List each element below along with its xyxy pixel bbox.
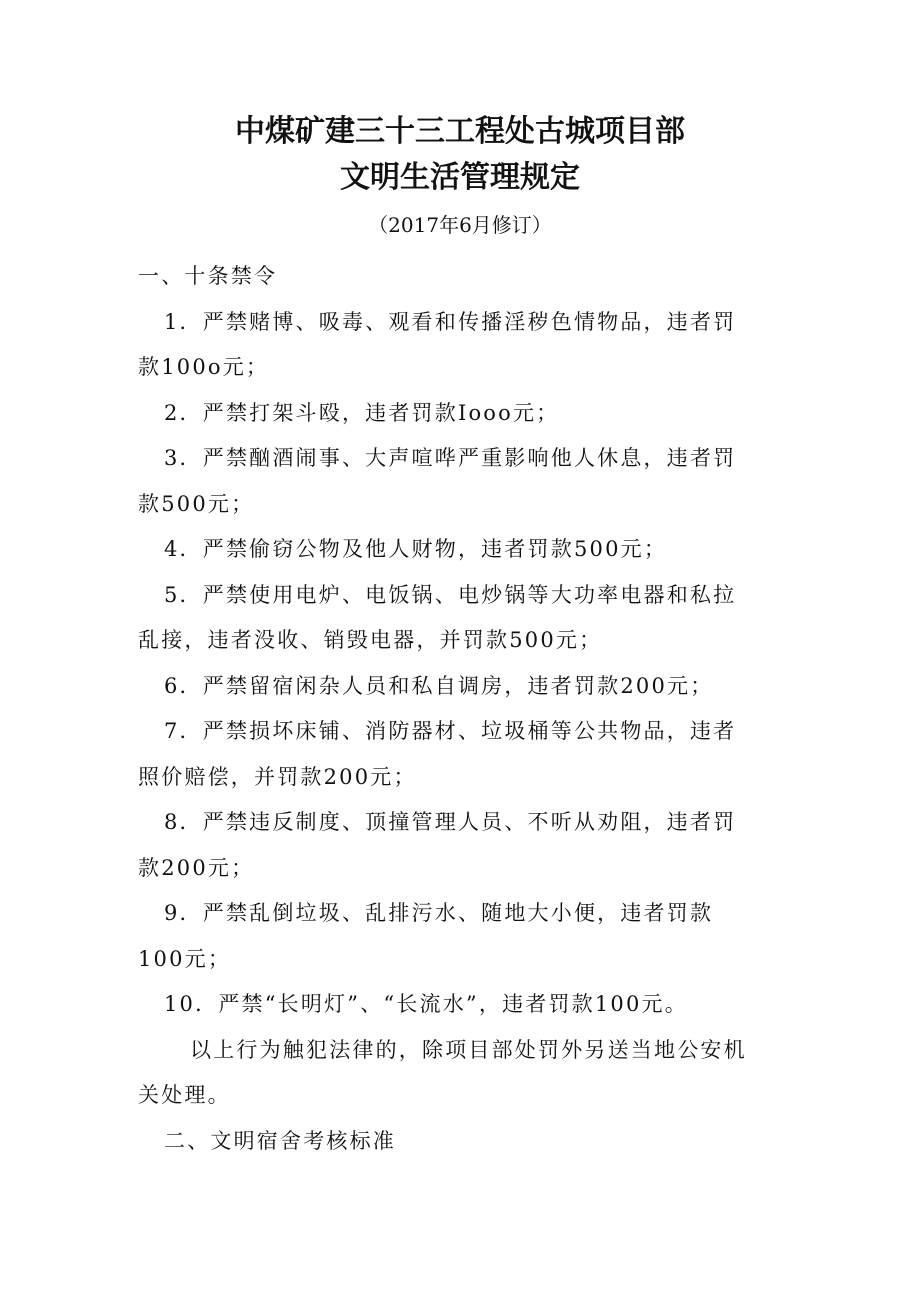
section-heading-1: 一、十条禁令 <box>138 264 278 288</box>
rule-item-7: 7．严禁损坏床铺、消防器材、垃圾桶等公共物品，违者照价赔偿，并罚款200元； <box>138 719 737 789</box>
rule-item-3: 3．严禁酗酒闹事、大声喧哗严重影响他人休息，违者罚款500元； <box>138 446 737 516</box>
document-title-line1: 中煤矿建三十三工程处古城项目部 <box>235 114 685 149</box>
legal-note: 以上行为触犯法律的，除项目部处罚外另送当地公安机关处理。 <box>138 1037 747 1107</box>
section-heading-2: 二、文明宿舍考核标准 <box>164 1128 396 1153</box>
rule-item-10: 10．严禁“长明灯”、“长流水”，违者罚款100元。 <box>164 992 688 1016</box>
rule-item-4: 4．严禁偷窃公物及他人财物，违者罚款500元； <box>164 537 668 561</box>
document-title-line2: 文明生活管理规定 <box>340 160 580 195</box>
rule-item-8: 8．严禁违反制度、顶撞管理人员、不听从劝阻，违者罚款200元； <box>138 810 737 880</box>
rule-item-1: 1．严禁赌博、吸毒、观看和传播淫秽色情物品，违者罚款100o元； <box>138 309 737 379</box>
rule-item-9: 9．严禁乱倒垃圾、乱排污水、随地大小便，违者罚款100元； <box>138 901 714 971</box>
rule-item-2: 2．严禁打架斗殴，违者罚款Iooo元； <box>164 400 560 425</box>
document-body <box>138 254 758 1164</box>
rule-item-5: 5．严禁使用电炉、电饭锅、电炒锅等大功率电器和私拉乱接，违者没收、销毁电器，并罚款500元； <box>138 582 737 652</box>
revision-date: （2017年6月修订） <box>368 213 552 237</box>
rule-item-6: 6．严禁留宿闲杂人员和私自调房，违者罚款200元； <box>164 673 714 698</box>
